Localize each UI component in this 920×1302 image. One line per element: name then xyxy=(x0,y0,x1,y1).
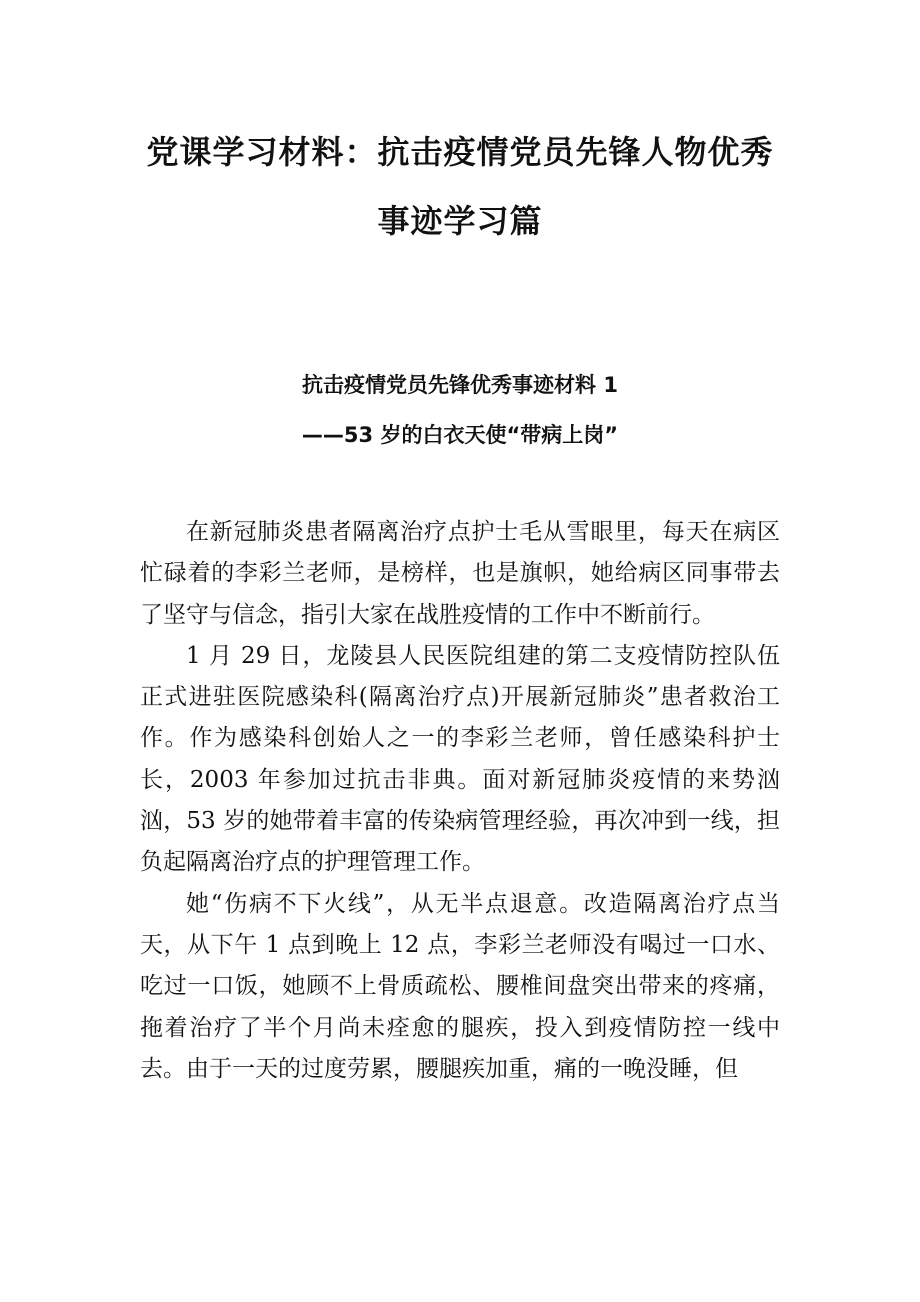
document-title-line-1: 党课学习材料：抗击疫情党员先锋人物优秀 xyxy=(146,133,774,171)
document-title-line-2: 事迹学习篇 xyxy=(377,202,543,240)
section-subheading: ——53 岁的白衣天使“带病上岗” xyxy=(301,423,619,447)
paragraph-2: 1 月 29 日，龙陵县人民医院组建的第二支疫情防控队伍正式进驻医院感染科(隔离治疗点)开展新冠肺炎”患者救治工作。作为感染科创始人之一的李彩兰老师，曾任感染科护士长，2003 年参加过抗击非典。面对新冠肺炎疫情的来势汹汹，53 岁的她带着丰富的传染病管理经验，再次冲到一线，担负起隔离治疗点的护理管理工作。 xyxy=(140,642,780,876)
paragraph-1: 在新冠肺炎患者隔离治疗点护士毛从雪眼里，每天在病区忙碌着的李彩兰老师，是榜样，也是旗帜，她给病区同事带去了坚守与信念，指引大家在战胜疫情的工作中不断前行。 xyxy=(140,519,780,628)
document-body xyxy=(140,512,780,1090)
paragraph-3: 她“伤病不下火线”，从无半点退意。改造隔离治疗点当天，从下午 1 点到晚上 12 点，李彩兰老师没有喝过一口水、吃过一口饭，她顾不上骨质疏松、腰椎间盘突出带来的疼痛，拖着治疗了半个月尚未痊愈的腿疾，投入到疫情防控一线中去。由于一天的过度劳累，腰腿疾加重，痛的一晚没睡，但 xyxy=(140,890,780,1082)
section-heading: 抗击疫情党员先锋优秀事迹材料 1 xyxy=(302,373,618,397)
